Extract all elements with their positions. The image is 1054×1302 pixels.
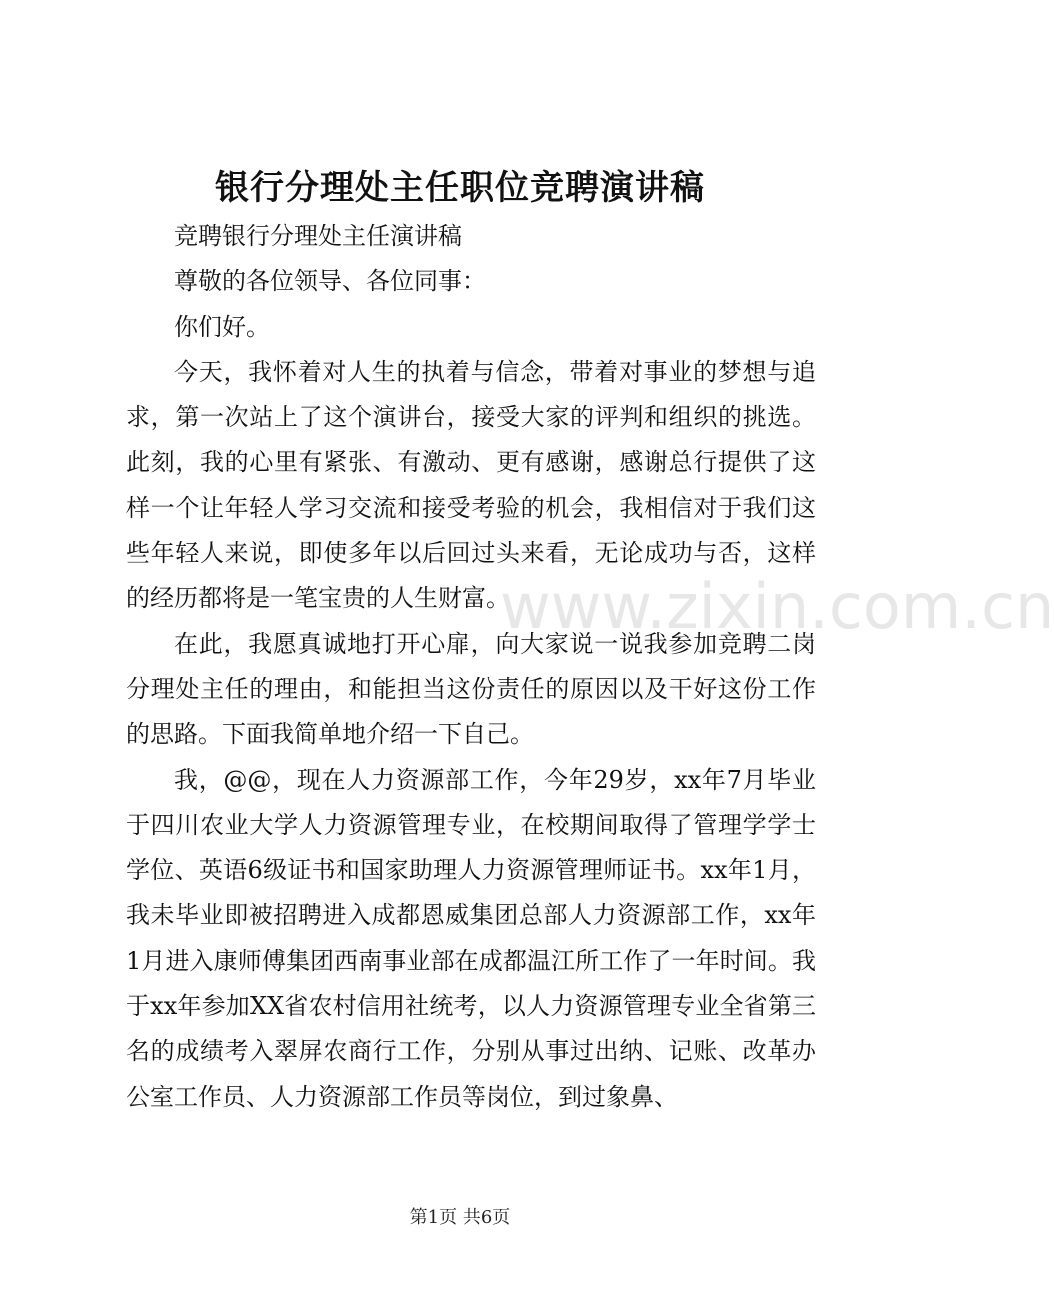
- document-body: [126, 214, 816, 1120]
- paragraph-greeting: 你们好。: [174, 312, 270, 341]
- watermark: www.zixin.com.cn: [500, 570, 1054, 643]
- paragraph-self-introduction: 我，@@，现在人力资源部工作，今年29岁，xx年7月毕业于四川农业大学人力资源管理专业，在校期间取得了管理学学士学位、英语6级证书和国家助理人力资源管理师证书。xx年1月，我未毕业即被招聘进入成都恩威集团总部人力资源部工作，xx年1月进入康师傅集团西南事业部在成都温江所工作了一年时间。我于xx年参加XX省农村信用社统考，以人力资源管理专业全省第三名的成绩考入翠屏农商行工作，分别从事过出纳、记账、改革办公室工作员、人力资源部工作员等岗位，到过象鼻、: [126, 765, 816, 1111]
- paragraph-salutation: 尊敬的各位领导、各位同事：: [174, 267, 486, 296]
- paragraph-intro: 今天，我怀着对人生的执着与信念，带着对事业的梦想与追求，第一次站上了这个演讲台，接受大家的评判和组织的挑选。此刻，我的心里有紧张、有激动、更有感谢，感谢总行提供了这样一个让年轻人学习交流和接受考验的机会，我相信对于我们这些年轻人来说，即使多年以后回过头来看，无论成功与否，这样的经历都将是一笔宝贵的人生财富。: [126, 357, 816, 613]
- page-footer: 第1页 共6页: [409, 1207, 511, 1228]
- document-title: 银行分理处主任职位竞聘演讲稿: [215, 168, 705, 208]
- paragraph-subtitle: 竞聘银行分理处主任演讲稿: [174, 222, 462, 250]
- paragraph-purpose: 在此，我愿真诚地打开心扉，向大家说一说我参加竞聘二岗分理处主任的理由，和能担当这份责任的原因以及干好这份工作的思路。下面我简单地介绍一下自己。: [126, 629, 816, 749]
